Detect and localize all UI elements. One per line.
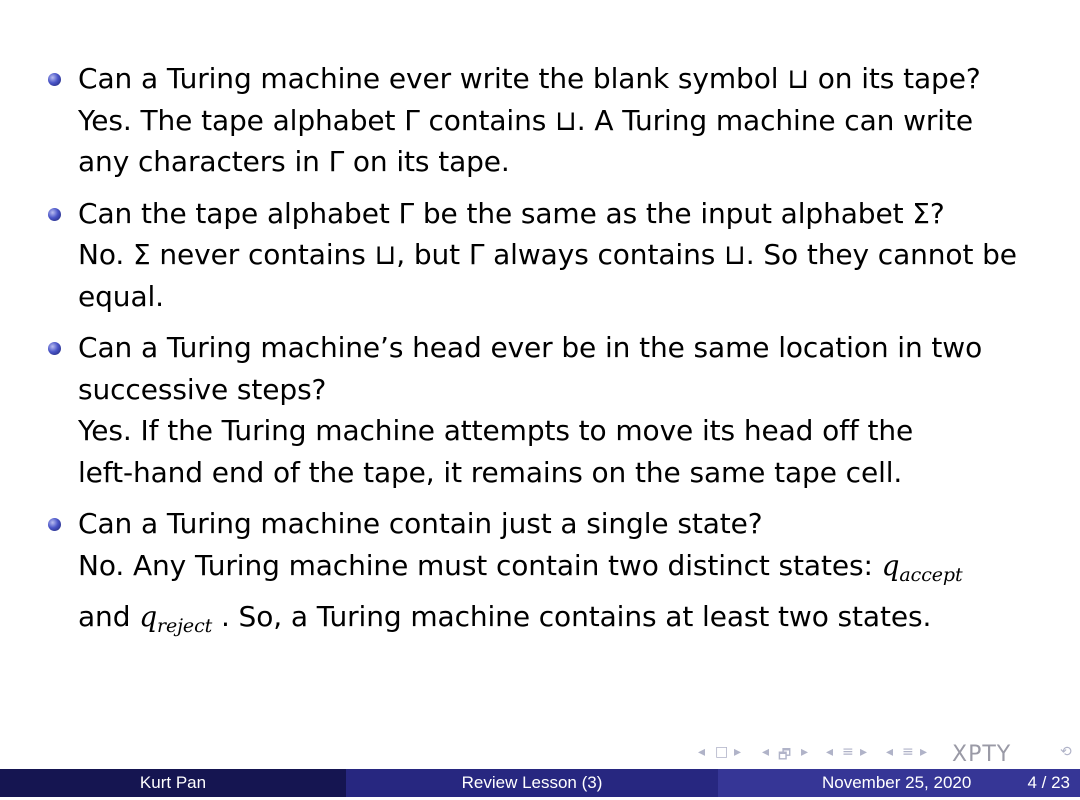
question-text: Can the tape alphabet Γ be the same as the input alphabet Σ? [78,196,945,230]
footer-author: Kurt Pan [0,769,346,797]
question-text: successive steps? [78,372,327,406]
footer-date-page [718,769,1080,797]
nav-right-icon[interactable]: ▸ [734,744,742,760]
answer-text: Yes. If the Turing machine attempts to move its head off the [78,414,914,447]
section-icon[interactable]: ≡ [842,744,854,760]
nav-right-icon[interactable]: ▸ [801,744,809,760]
beamer-navigation [698,742,1080,766]
answer-text: No. Σ never contains ⊔, but Γ always contains ⊔. So they cannot be [78,238,1017,271]
nav-left-icon[interactable]: ◂ [762,744,770,760]
answer-text: equal. [78,279,164,313]
list-item [44,58,1064,183]
answer-text: Yes. The tape alphabet Γ contains ⊔. A Turing machine can write [78,103,973,137]
footer-date: November 25, 2020 [822,773,972,792]
footer-bar [0,769,1080,797]
nav-left-icon[interactable]: ◂ [698,744,706,760]
document-icon[interactable]: ≡ [902,744,914,760]
bullet-icon [48,208,61,221]
nav-right-icon[interactable]: ▸ [860,744,868,760]
bullet-list [44,58,1064,658]
q-reject: $q_{reject}$ [139,600,213,637]
subsection-icon[interactable]: 🗗 [778,747,792,763]
question-text: Can a Turing machine ever write the blank symbol ⊔ on its tape? [78,62,981,95]
search-back-icon[interactable]: ⟲ [1060,744,1072,760]
q-accept: $q_{accept}$ [881,548,963,586]
nav-left-icon[interactable]: ◂ [886,744,894,760]
footer-title: Review Lesson (3) [346,769,718,797]
answer-text: left-hand end of the tape, it remains on the same tape cell. [78,455,903,489]
frame-icon[interactable]: □ [715,744,729,760]
bullet-icon [48,342,61,355]
list-item [44,193,1064,318]
watermark-logo: XPTY [952,742,1012,767]
list-item [44,327,1064,493]
answer-text: and $q_{reject}$ . So, a Turing machine contains at least two states. [78,600,932,637]
nav-left-icon[interactable]: ◂ [826,744,834,760]
list-item [44,503,1064,648]
answer-text: any characters in Γ on its tape. [78,145,510,178]
bullet-icon [48,73,61,86]
question-text: Can a Turing machine’s head ever be in the same location in two [78,331,983,364]
page-number: 4 / 23 [1027,773,1070,792]
answer-text: No. Any Turing machine must contain two distinct states: $q_{accept}$ [78,548,963,586]
bullet-icon [48,518,61,531]
question-text: Can a Turing machine contain just a single state? [78,507,763,540]
nav-right-icon[interactable]: ▸ [920,744,928,760]
